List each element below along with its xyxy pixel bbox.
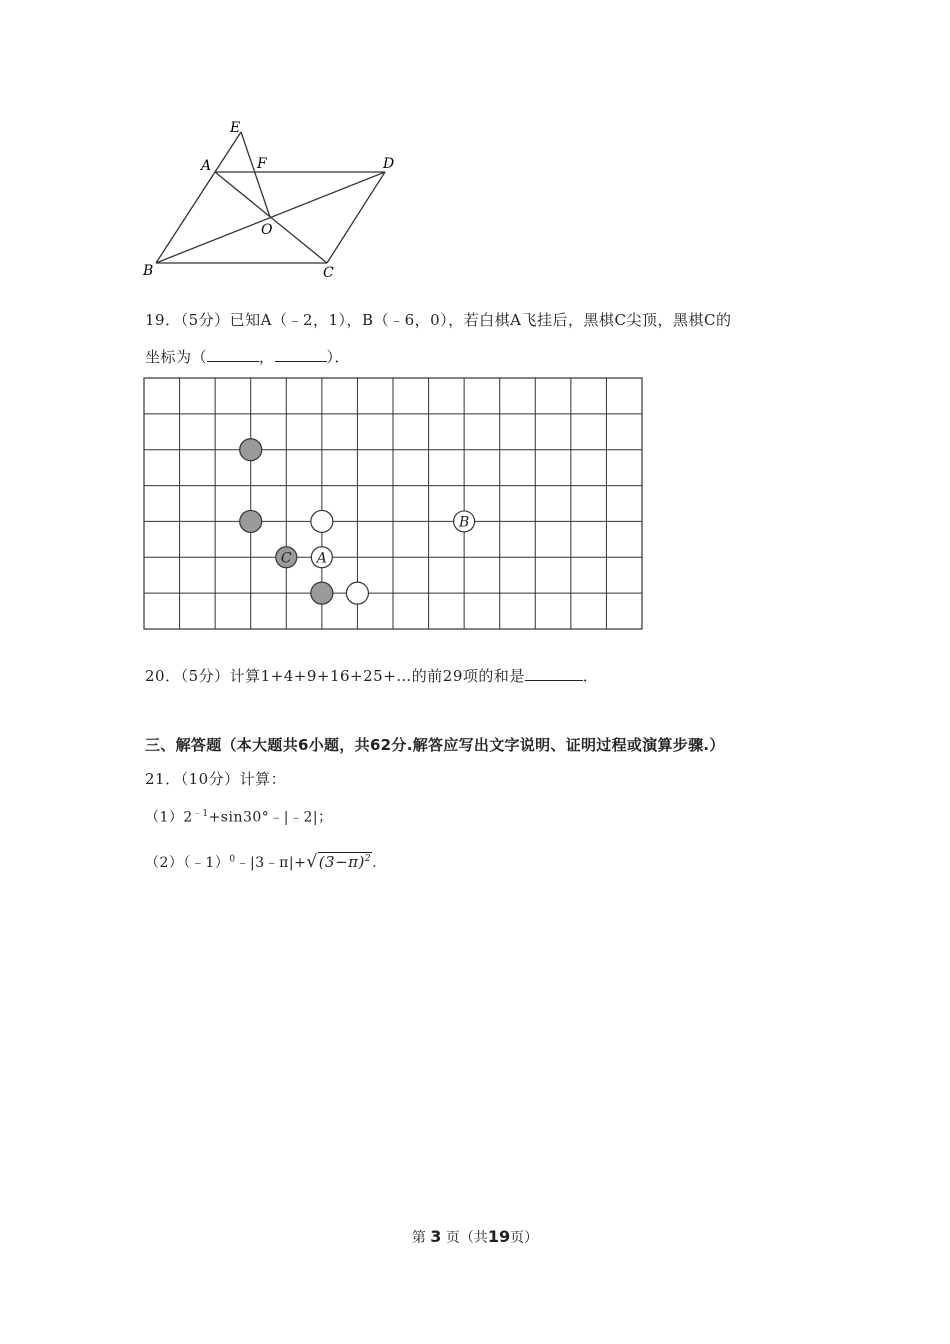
label-a: A [201,158,212,174]
white-stone [311,510,333,532]
stone-label: A [316,550,327,567]
label-c: C [323,265,334,281]
part1-b: +sin30°﹣|﹣2|； [208,809,333,826]
radicand-exp: 2 [364,854,372,864]
footer-pre: 第 [411,1230,426,1246]
sqrt-symbol: √ [306,852,318,872]
label-f: F [257,156,267,172]
question-20 [145,665,598,687]
segment-bd [156,172,385,263]
part1-sup: ﹣1 [192,809,209,819]
label-o: O [261,222,273,238]
label-d: D [383,156,395,172]
black-stone [311,582,333,604]
question-20-suffix: ． [582,667,599,685]
question-19-prefix: 坐标为（ [145,348,208,366]
part2-b: ﹣|3﹣π|+ [235,855,307,871]
segment-ba [156,172,215,263]
segment-ae [215,132,241,172]
question-19-sep: ， [259,348,275,366]
white-stone [346,582,368,604]
footer-total: 19 [487,1227,511,1246]
question-20-text: 20．（5分）计算1+4+9+16+25+…的前29项的和是 [145,667,525,685]
part2-a: （2）（﹣1） [145,855,230,871]
answer-blank-y[interactable] [275,347,327,362]
label-e: E [230,120,241,136]
stone-label: B [458,514,470,531]
part2-end: . [372,855,378,871]
radicand-text: (3−π) [318,853,365,871]
question-21-part2 [145,848,377,874]
page-footer [0,1227,950,1247]
answer-blank-x[interactable] [207,347,259,362]
go-board [143,377,643,630]
geometry-figure [140,115,410,285]
question-19-line1 [145,309,731,331]
label-b: B [143,263,154,279]
question-21-title: 21．（10分）计算： [145,770,287,788]
question-19-suffix: ）． [326,348,351,366]
question-21-part1 [145,803,333,829]
question-19-line2 [145,346,350,368]
footer-page: 3 [430,1227,442,1246]
part2-sup: 0 [229,854,236,865]
footer-mid: 页（共 [445,1230,488,1246]
section-3-title: 三、解答题（本大题共6小题，共62分.解答应写出文字说明、证明过程或演算步骤.） [145,736,725,754]
segment-dc [327,172,385,263]
part1-a: （1）2 [145,809,193,826]
question-19-text: 19．（5分）已知A（﹣2，1），B（﹣6，0），若白棋A飞挂后，黑棋C尖顶，黑棋C的 [145,311,732,329]
stone-label: C [280,550,292,567]
footer-post: 页） [510,1230,539,1246]
sqrt-radicand [318,852,372,871]
answer-blank-sum[interactable] [525,666,583,681]
black-stone [240,439,262,461]
black-stone [240,510,262,532]
